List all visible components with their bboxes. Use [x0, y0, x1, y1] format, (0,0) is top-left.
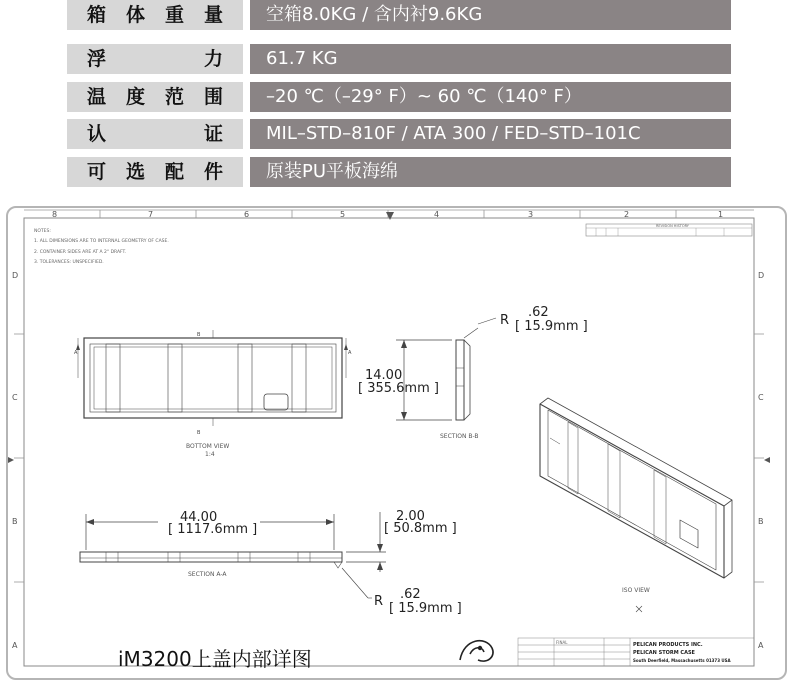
crosshair-icon: [636, 606, 642, 612]
spec-label: [67, 82, 243, 112]
spec-label-char: 体: [125, 4, 145, 26]
drawing-frame: [6, 206, 787, 680]
zone-letter: D: [12, 271, 19, 280]
zone-letter: A: [758, 641, 764, 650]
dimension-arrow-icon: [401, 412, 407, 420]
dimension-mm: [ 15.9mm ]: [515, 319, 588, 334]
note-line: NOTES:: [34, 229, 51, 234]
section-mark: B: [197, 332, 201, 338]
view-label-iso: ISO VIEW: [622, 587, 650, 594]
dimension-arrow-icon: [326, 519, 334, 525]
spec-label-char: 配: [164, 161, 184, 183]
dimension-arrow-icon: [377, 562, 383, 570]
dimension-inches: 44.00: [180, 510, 218, 525]
center-mark-icon: [8, 457, 14, 463]
spec-label-char: 箱: [87, 4, 107, 26]
spec-row-buoyancy: [67, 44, 731, 74]
dimension-inches: .62: [400, 587, 421, 602]
zone-letter: C: [12, 393, 18, 402]
spec-row-temperature: [67, 82, 731, 112]
zone-number: 4: [434, 210, 440, 219]
section-mark: A: [348, 350, 352, 356]
iso-view: [540, 398, 732, 578]
note-line: 3. TOLERANCES: UNSPECIFIED.: [34, 260, 104, 265]
dimension-arrow-icon: [377, 544, 383, 552]
section-bb-view: [456, 328, 478, 420]
zone-number: 7: [148, 210, 154, 219]
spec-value: MIL–STD–810F / ATA 300 / FED–STD–101C: [250, 119, 731, 149]
title-block-status: FINAL: [556, 640, 568, 645]
view-label-bottom: BOTTOM VIEW: [186, 443, 230, 450]
dimension-inches: .62: [528, 305, 549, 320]
dimension-inches: 14.00: [365, 368, 403, 383]
view-label-section-bb: SECTION B-B: [440, 433, 479, 440]
zone-number: 5: [340, 210, 346, 219]
spec-label-char: 量: [203, 4, 223, 26]
spec-value: 空箱8.0KG / 含内衬9.6KG: [250, 0, 731, 30]
spec-label-char: 度: [125, 86, 145, 108]
spec-label-char: 范: [164, 86, 184, 108]
bottom-view: [78, 330, 346, 426]
spec-value: 61.7 KG: [250, 44, 731, 74]
spec-label: [67, 157, 243, 187]
dimension-mm: [ 1117.6mm ]: [168, 522, 258, 537]
spec-value: –20 ℃（–29° F）~ 60 ℃（140° F）: [250, 82, 731, 112]
technical-drawing: [8, 208, 785, 668]
zone-letter: B: [12, 517, 18, 526]
view-label-section-aa: SECTION A-A: [188, 571, 227, 578]
section-mark: A: [74, 350, 78, 356]
dimension-prefix: R: [374, 594, 384, 609]
spec-label-char: 力: [203, 48, 223, 70]
drawing-caption: iM3200上盖内部详图: [118, 647, 312, 671]
dimension-prefix: R: [500, 313, 510, 328]
spec-label-char: 证: [203, 123, 223, 145]
section-aa-view: [80, 552, 342, 568]
zone-number: 2: [624, 210, 630, 219]
dimension-arrow-icon: [401, 340, 407, 348]
center-mark-icon: [764, 457, 770, 463]
spec-label-char: 重: [164, 4, 184, 26]
spec-label-char: 浮: [87, 48, 107, 70]
zone-number: 3: [528, 210, 534, 219]
zone-number: 8: [52, 210, 58, 219]
center-mark-icon: [386, 212, 394, 220]
spec-label-char: 围: [203, 86, 223, 108]
dimension-mm: [ 355.6mm ]: [358, 381, 439, 396]
zone-number: 1: [718, 210, 724, 219]
dimension-arrow-icon: [86, 519, 94, 525]
spec-label-char: 选: [125, 161, 145, 183]
spec-label-char: 温: [87, 86, 107, 108]
title-block-company: PELICAN PRODUCTS INC.: [633, 642, 703, 648]
dimension-mm: [ 50.8mm ]: [384, 521, 457, 536]
spec-row-certification: [67, 119, 731, 149]
spec-label-char: 认: [87, 123, 107, 145]
spec-row-accessories: [67, 157, 731, 187]
spec-row-weight: [67, 0, 731, 30]
spec-value: 原装PU平板海绵: [250, 157, 731, 187]
spec-label-char: 可: [87, 161, 107, 183]
spec-label: [67, 119, 243, 149]
dimension-mm: [ 15.9mm ]: [389, 601, 462, 616]
zone-letter: C: [758, 393, 764, 402]
zone-letter: B: [758, 517, 764, 526]
title-block-product: PELICAN STORM CASE: [633, 650, 695, 656]
note-line: 2. CONTAINER SIDES ARE AT A 2° DRAFT.: [34, 250, 127, 255]
view-scale: 1:4: [205, 451, 215, 458]
note-line: 1. ALL DIMENSIONS ARE TO INTERNAL GEOMETRY OF CASE.: [34, 239, 169, 244]
spec-label: [67, 44, 243, 74]
revision-history: [586, 224, 752, 236]
spec-label-char: 件: [203, 161, 223, 183]
zone-number: 6: [244, 210, 250, 219]
dimension-inches: 2.00: [396, 509, 425, 524]
zone-letter: D: [758, 271, 765, 280]
section-mark: B: [197, 430, 201, 436]
revision-title: REVISION HISTORY: [656, 224, 689, 228]
spec-label: [67, 0, 243, 30]
zone-letter: A: [12, 641, 18, 650]
title-block-address: South Deerfield, Massachusetts 01373 USA: [633, 658, 731, 663]
pelican-logo-icon: [460, 641, 493, 661]
